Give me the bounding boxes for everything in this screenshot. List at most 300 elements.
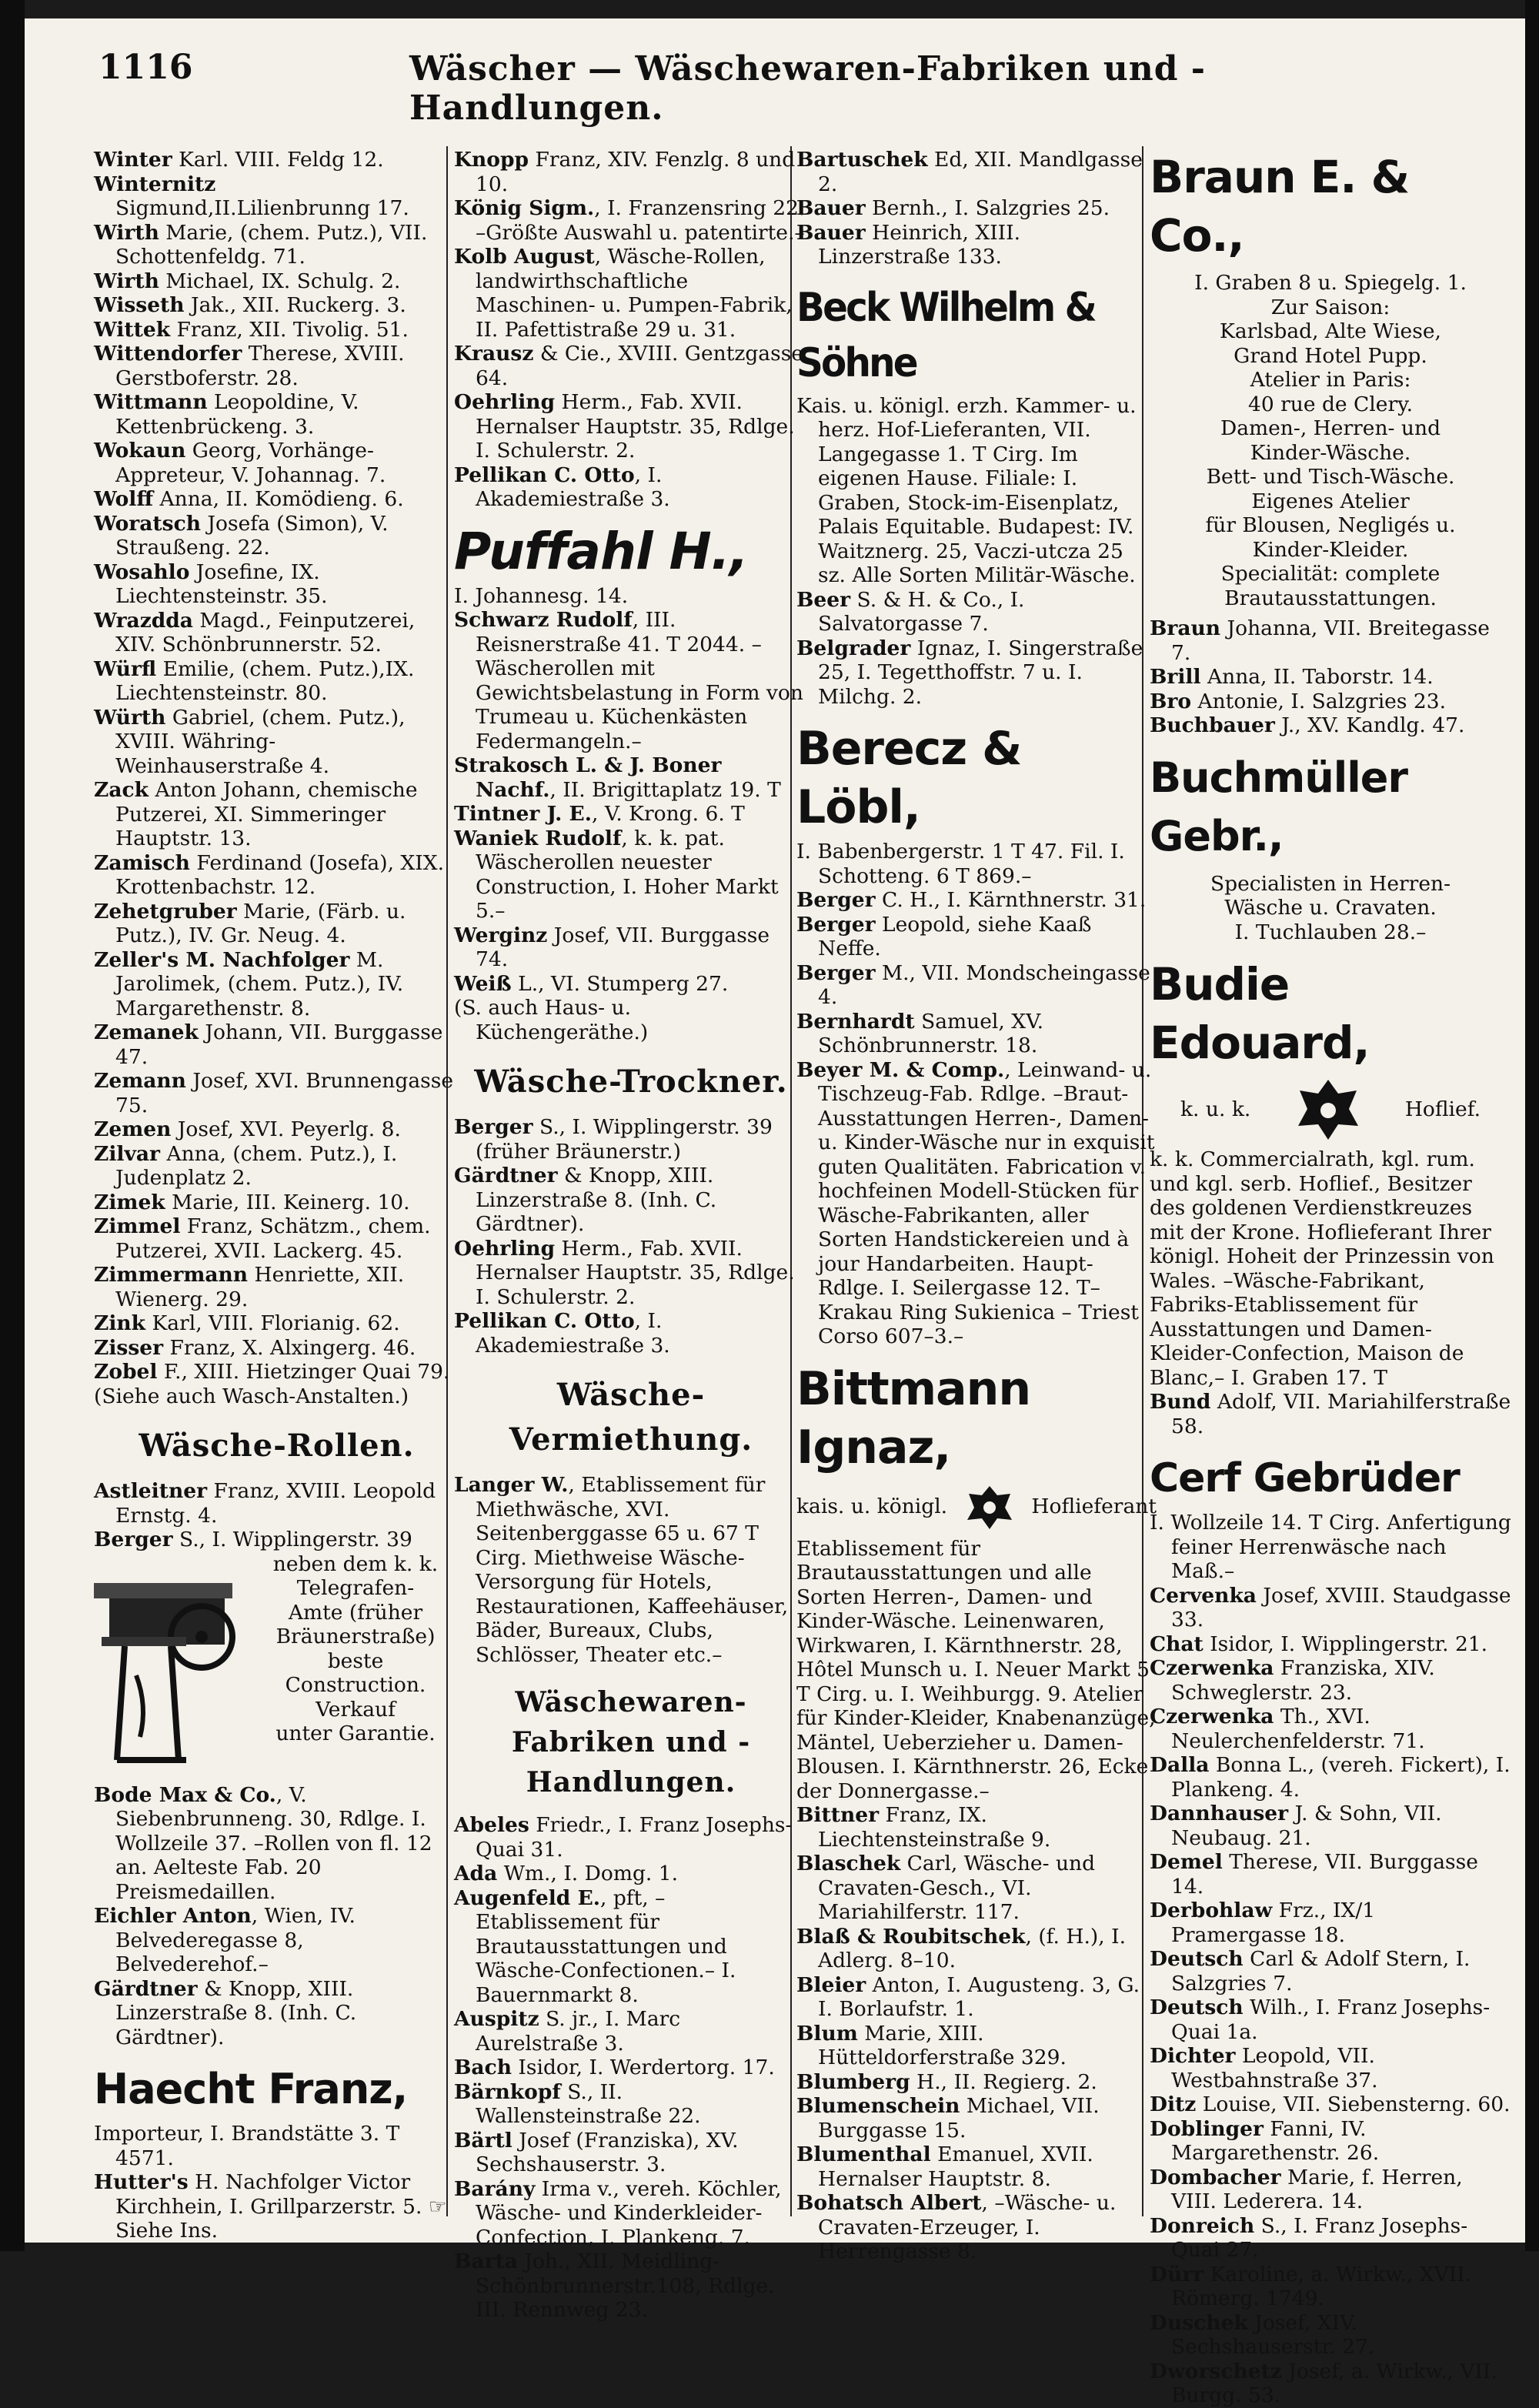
entry-details: Ed, XII. Mandlgasse 2. — [818, 148, 1143, 196]
column-1 — [94, 148, 459, 2243]
entry-details: Michael, IX. Schulg. 2. — [159, 269, 401, 293]
entry-name: Blumenthal — [796, 2142, 931, 2166]
directory-entry — [94, 1479, 459, 1528]
directory-entry — [796, 961, 1157, 1010]
ad-cerf-name: Cerf Gebrüder — [1150, 1455, 1460, 1501]
ad-budie-crest-row — [1180, 1075, 1481, 1144]
directory-entry — [94, 948, 459, 1021]
entry-name: Zink — [94, 1311, 146, 1335]
column-2 — [454, 148, 808, 2322]
entry-list — [94, 148, 459, 1408]
entry-name: Czerwenka — [1150, 1705, 1274, 1728]
entry-details: Karoline, a. Wirkw., XVII. Römerg. 1749. — [1171, 2262, 1472, 2310]
directory-entry — [796, 221, 1157, 269]
entry-name: Zimek — [94, 1190, 165, 1214]
entry-details: Josefa (Simon), V. Straußeng. 22. — [115, 511, 389, 559]
directory-entry — [1150, 2166, 1511, 2214]
page-number: 1116 — [98, 48, 193, 87]
ad-budie-title-right: Hoflief. — [1404, 1097, 1481, 1122]
directory-entry — [454, 2056, 808, 2080]
entry-details: Anna, II. Komödieng. 6. — [153, 487, 404, 511]
entry-name: Derbohlaw — [1150, 1899, 1273, 1922]
entry-list — [796, 588, 1157, 710]
entry-details: Herm., Fab. XVII. Hernalser Hauptstr. 35, Rdlge. I. Schulerstr. 2. — [476, 390, 795, 463]
ad-line: Kinder-Wäsche. — [1250, 440, 1411, 465]
ad-beck-name: Beck Wilhelm & Söhne — [796, 284, 1095, 386]
ad-line: Specialität: complete — [1220, 562, 1441, 586]
directory-entry — [454, 2177, 808, 2250]
directory-entry — [94, 439, 459, 487]
entry-details: , V. Krong. 6. T — [591, 802, 745, 826]
directory-entry — [1150, 1584, 1511, 1632]
directory-entry — [454, 1813, 808, 1862]
entry-name: Wosahlo — [94, 559, 190, 584]
directory-entry — [454, 584, 808, 609]
entry-details: Carl & Adolf Stern, I. Salzgries 7. — [1171, 1947, 1471, 1996]
entry-name: Strakosch L. & J. Boner Nachf. — [454, 753, 722, 802]
directory-entry — [454, 148, 808, 196]
entry-details: Bonna L., (vereh. Fickert), I. Plankeng. 4. — [1171, 1753, 1511, 1802]
entry-details: Henriette, XII. Wienerg. 29. — [115, 1263, 405, 1311]
ad-line: Karlsbad, Alte Wiese, — [1220, 319, 1441, 343]
entry-name: Wisseth — [94, 293, 185, 317]
directory-entry — [94, 390, 459, 439]
entry-name: Dannhauser — [1150, 1802, 1289, 1825]
ad-line: Eigenes Atelier — [1251, 489, 1410, 513]
entry-details: Leopoldine, V. Kettenbrückeng. 3. — [115, 390, 359, 439]
directory-entry — [454, 753, 808, 802]
entry-name: Dombacher — [1150, 2165, 1281, 2189]
entry-details: M. Jarolimek, (chem. Putz.), IV. Margarethenstr. 8. — [115, 947, 404, 1020]
entry-details: (Siehe auch Wasch-Anstalten.) — [94, 1384, 409, 1408]
directory-entry — [796, 588, 1157, 636]
ad-puffahl-name: Puffahl H., — [454, 521, 748, 581]
directory-entry — [1150, 1632, 1511, 1657]
directory-entry — [94, 778, 459, 851]
directory-entry — [94, 487, 459, 512]
entry-name: Abeles — [454, 1813, 529, 1837]
entry-name: Bleier — [796, 1972, 866, 1997]
ad-berecz-name: Berecz & Löbl, — [796, 722, 1022, 834]
entry-details: , I. Akademiestraße 3. — [476, 1309, 670, 1358]
directory-entry — [94, 2170, 459, 2243]
directory-entry — [94, 172, 459, 221]
directory-entry — [1150, 1511, 1511, 1584]
scan-border-right — [1525, 0, 1539, 2251]
entry-details: , (f. H.), I. Adlerg. 8–10. — [818, 1924, 1127, 1972]
entry-details: & Cie., XVIII. Gentzgasse 64. — [476, 342, 803, 390]
ad-budie-text: k. k. Commercialrath, kgl. rum. und kgl. serb. Hoflief., Besitzer des goldenen Verdienstkreuzes mit der Krone. Hoflieferant Ihrer königl. Hoheit der Prinzessin von Wales. –Wäsche-Fabrikant, Fabriks-Etablissement für Ausstattungen und Damen-Kleider-Confection, Maison de Blanc,– I. Graben 17. T — [1150, 1147, 1494, 1390]
entry-details: Heinrich, XIII. Linzerstraße 133. — [818, 220, 1021, 269]
entry-name: Czerwenka — [1150, 1656, 1274, 1680]
entry-details: Frz., IX/1 Pramergasse 18. — [1171, 1899, 1376, 1947]
entry-name: Barta — [454, 2249, 518, 2273]
directory-entry — [94, 1117, 459, 1142]
ad-bittmann-title-right: Hoflieferant — [1031, 1494, 1157, 1518]
entry-details: Karl, VIII. Florianig. 62. — [145, 1311, 400, 1335]
page-title: Wäscher — Wäschewaren-Fabriken und -Handlungen. — [409, 49, 1207, 128]
directory-entry — [94, 221, 459, 269]
ad-haecht-name: Haecht Franz, — [94, 2065, 408, 2113]
directory-entry — [454, 1115, 808, 1164]
directory-entry — [1150, 665, 1511, 690]
entry-list — [1150, 1390, 1511, 1438]
entry-details: Friedr., I. Franz Josephs-Quai 31. — [476, 1813, 793, 1862]
entry-name: Krausz — [454, 342, 534, 366]
ad-line: 40 rue de Clery. — [1247, 392, 1414, 416]
entry-name: Berger — [94, 1528, 173, 1551]
entry-details: I. Johannesg. 14. — [454, 583, 629, 608]
entry-name: Blum — [796, 2021, 858, 2046]
entry-name: Buchbauer — [1150, 713, 1275, 737]
entry-details: Josef, VII. Burggasse 74. — [476, 923, 770, 971]
entry-details: Herm., Fab. XVII. Hernalser Hauptstr. 35, Rdlge. I. Schulerstr. 2. — [476, 1236, 795, 1309]
entry-name: Beyer M. & Comp. — [796, 1057, 1005, 1082]
column-4 — [1150, 148, 1511, 2407]
entry-list — [454, 148, 808, 512]
entry-details: Therese, VII. Burggasse 14. — [1171, 1850, 1478, 1899]
entry-name: Bach — [454, 2056, 512, 2079]
entry-name: König Sigm. — [454, 196, 595, 220]
entry-list — [796, 1803, 1157, 2264]
entry-name: Woratsch — [94, 511, 201, 536]
ad-line: I. Tuchlauben 28.– — [1234, 920, 1427, 944]
entry-details: , –Wäsche- u. Cravaten-Erzeuger, I. Herrengasse 8. — [818, 2191, 1117, 2263]
directory-entry — [1150, 2214, 1511, 2263]
entry-details: Josef, XIV. Sechshauserstr. 27. — [1171, 2310, 1375, 2359]
entry-name: Würth — [94, 705, 166, 730]
entry-name: Beer — [796, 587, 851, 612]
directory-entry — [454, 463, 808, 512]
entry-name: Bohatsch Albert — [796, 2191, 982, 2215]
entry-details: Marie, III. Keinerg. 10. — [165, 1190, 410, 1214]
ad-line: Zur Saison: — [1270, 295, 1390, 319]
entry-details: Georg, Vorhänge-Appreteur, V. Johannag. 7. — [115, 439, 386, 487]
entry-details: Sigmund,II.Lilienbrunng 17. — [115, 196, 409, 220]
directory-entry — [94, 560, 459, 609]
mangle-machine-illustration — [94, 1552, 255, 1775]
directory-entry — [94, 900, 459, 948]
directory-entry — [94, 657, 459, 706]
entry-details: Jak., XII. Ruckerg. 3. — [184, 293, 406, 317]
entry-name: Wokaun — [94, 439, 186, 463]
entry-details: Anna, II. Taborstr. 14. — [1200, 665, 1434, 689]
entry-details: (S. auch Haus- u. Küchengeräthe.) — [454, 996, 649, 1044]
entry-list — [94, 2122, 459, 2243]
ad-line: Specialisten in Herren- — [1210, 871, 1451, 896]
entry-name: Deutsch — [1150, 1996, 1244, 2019]
entry-details: Th., XVI. Neulerchenfelderstr. 71. — [1171, 1705, 1425, 1753]
entry-details: , Wäsche-Rollen, landwirthschaftliche Maschinen- u. Pumpen-Fabrik, II. Pafettistraße 29 u. 31. — [476, 245, 793, 342]
entry-details: Emilie, (chem. Putz.),IX. Liechtensteinstr. 80. — [115, 656, 415, 705]
ad-line: Wäsche u. Cravaten. — [1224, 896, 1437, 920]
directory-entry — [94, 1214, 459, 1263]
directory-entry — [454, 2080, 808, 2129]
ad-line: Kinder-Kleider. — [1252, 537, 1409, 562]
directory-entry — [454, 196, 808, 245]
ad-line: Bräunerstraße) — [275, 1625, 436, 1648]
entry-name: Würfl — [94, 656, 157, 681]
ad-bittmann-title-left: kais. u. königl. — [796, 1494, 948, 1518]
entry-details: Franz, XII. Tivolig. 51. — [170, 317, 409, 342]
entry-details: Ferdinand (Josefa), XIX. Krottenbachstr. 12. — [115, 850, 445, 899]
entry-details: , Wien, IV. Belvederegasse 8, Belvederehof.– — [115, 1904, 356, 1976]
directory-entry — [94, 1069, 459, 1117]
directory-entry — [454, 608, 808, 753]
directory-entry — [796, 636, 1157, 710]
entry-details: , III. Reisnerstraße 41. T 2044. –Wäscherollen mit Gewichtsbelastung in Form von Trumeau u. Küchenkästen Federmangeln.– — [476, 608, 803, 753]
directory-entry — [1150, 1656, 1511, 1705]
entry-details: Carl, Wäsche- und Cravaten-Gesch., VI. Mariahilferstr. 117. — [818, 1852, 1096, 1924]
entry-name: Bittner — [796, 1803, 880, 1827]
entry-details: Franz, Schätzm., chem. Putzerei, XVII. Lackerg. 45. — [115, 1214, 431, 1263]
entry-name: Pellikan C. Otto — [454, 1309, 635, 1333]
entry-details: , I. Akademiestraße 3. — [476, 463, 670, 511]
entry-details: Irma v., vereh. Köchler, Wäsche- und Kinderkleider-Confection, I. Plankeng. 7. — [476, 2176, 782, 2249]
entry-details: , Etablissement für Miethwäsche, XVI. Seitenberggasse 65 u. 67 T Cirg. Miethweise Wäsche-Versorgung für Hotels, Restaurationen, Kaffeehäuser, Bäder, Bureaux, Clubs, Schlösser, Theater etc.– — [476, 1473, 789, 1667]
entry-details: Anton Johann, chemische Putzerei, XI. Simmeringer Hauptstr. 13. — [115, 778, 418, 850]
entry-name: Wirth — [94, 269, 159, 293]
entry-name: Berger — [796, 960, 876, 985]
directory-entry — [94, 512, 459, 560]
entry-name: Zemann — [94, 1069, 186, 1093]
ad-budie-name: Budie Edouard, — [1150, 958, 1370, 1069]
directory-entry — [94, 1384, 459, 1409]
directory-entry — [796, 1973, 1157, 2022]
entry-details: Wilh., I. Franz Josephs-Quai 1a. — [1171, 1996, 1491, 2044]
entry-details: Magd., Feinputzerei, XIV. Schönbrunnerstr. 52. — [115, 608, 416, 656]
directory-entry — [454, 2007, 808, 2056]
entry-name: Waniek Rudolf — [454, 826, 622, 850]
entry-name: Augenfeld E. — [454, 1885, 600, 1910]
directory-entry — [454, 390, 808, 463]
directory-entry — [1150, 713, 1511, 738]
entry-name: Bärtl — [454, 2128, 512, 2153]
entry-name: Blumenschein — [796, 2094, 960, 2118]
entry-name: Tintner J. E. — [454, 802, 592, 826]
section-heading-waeschewaren: Wäschewaren-Fabriken und -Handlungen. — [511, 1686, 751, 1798]
directory-entry — [94, 1311, 459, 1336]
entry-name: Bode Max & Co. — [94, 1782, 276, 1807]
entry-details: Joh., XII. Meidling-Schönbrunnerstr.108, Rdlge. III. Rennweg 23. — [476, 2249, 775, 2322]
section-heading-waesche-rollen: Wäsche-Rollen. — [139, 1428, 415, 1464]
directory-entry — [454, 1237, 808, 1310]
entry-list — [454, 1473, 808, 1667]
directory-entry — [454, 1862, 808, 1886]
directory-entry — [94, 706, 459, 779]
directory-entry — [796, 1925, 1157, 1973]
entry-details: Josef, XVIII. Staudgasse 33. — [1171, 1583, 1511, 1631]
ad-buchmueller-text — [1150, 872, 1511, 945]
entry-name: Wittek — [94, 317, 171, 342]
ad-line: Amte (früher — [288, 1600, 423, 1625]
entry-details: , II. Brigittaplatz 19. T — [549, 777, 781, 802]
directory-entry — [94, 269, 459, 294]
entry-list — [454, 584, 808, 1045]
directory-entry — [1150, 2117, 1511, 2166]
entry-details: & Knopp, XIII. Linzerstraße 8. (Inh. C. Gärdtner). — [115, 1976, 357, 2049]
ad-line: I. Graben 8 u. Spiegelg. 1. — [1194, 271, 1467, 295]
entry-name: Zilvar — [94, 1141, 161, 1166]
directory-entry — [796, 2142, 1157, 2191]
entry-list — [454, 1115, 808, 1358]
entry-name: Deutsch — [1150, 1947, 1244, 1971]
entry-name: Zemen — [94, 1117, 172, 1141]
directory-entry — [454, 2129, 808, 2177]
entry-details: Louise, VII. Siebensterng. 60. — [1196, 2092, 1511, 2116]
entry-name: Bund — [1150, 1390, 1211, 1414]
directory-entry — [1150, 1753, 1511, 1802]
entry-details: Ignaz, I. Singerstraße 25, I. Tegetthoffstr. 7 u. I. Milchg. 2. — [818, 636, 1143, 709]
entry-details: I. Babenbergerstr. 1 T 47. Fil. I. Schotteng. 6 T 869.– — [796, 840, 1125, 888]
ad-braun-name: Braun E. & Co., — [1150, 151, 1410, 262]
directory-entry — [1150, 2311, 1511, 2360]
entry-name: Ada — [454, 1862, 498, 1885]
directory-entry — [454, 802, 808, 827]
entry-name: Ditz — [1150, 2092, 1197, 2116]
entry-details: & Knopp, XIII. Linzerstraße 8. (Inh. C. Gärdtner). — [476, 1164, 717, 1236]
entry-details: Leopold, siehe Kaaß Neffe. — [818, 912, 1092, 960]
ad-line: beste — [327, 1648, 384, 1673]
entry-details: Johann, VII. Burggasse 47. — [115, 1020, 443, 1069]
directory-entry — [1150, 1850, 1511, 1899]
ad-line: Construction. — [285, 1673, 426, 1697]
directory-entry — [94, 293, 459, 318]
entry-name: Brill — [1150, 665, 1201, 689]
ad-line: Brautausstattungen. — [1224, 586, 1437, 610]
entry-list — [1150, 616, 1511, 738]
entry-details: M., VII. Mondscheingasse 4. — [818, 960, 1150, 1009]
directory-entry — [1150, 2044, 1511, 2092]
entry-details: , Leinwand- u. Tischzeug-Fab. Rdlge. –Braut-Ausstattungen Herren-, Damen- u. Kinder-Wäsche nur in exquisit guten Qualitäten. Fabrication v. hochfeinen Modell-Stücken für Wäsche-Fabrikanten, aller Sorten Handstickereien und à jour Handarbeiten. Haupt-Rdlge. I. Seilergasse 12. T–Krakau Ring Sukienica – Triest Corso 607–3.– — [818, 1057, 1155, 1348]
directory-entry — [94, 1977, 459, 2050]
ad-line: Atelier in Paris: — [1250, 368, 1411, 392]
ad-line: unter Garantie. — [275, 1722, 436, 1745]
section-heading-waesche-vermiethung: Wäsche-Vermiethung. — [509, 1377, 753, 1458]
entry-details: Josef, XVI. Peyerlg. 8. — [171, 1117, 401, 1141]
entry-details: Franziska, XIV. Schweglerstr. 23. — [1171, 1656, 1435, 1705]
entry-name: Zobel — [94, 1360, 158, 1384]
directory-entry — [454, 923, 808, 972]
directory-entry — [454, 2249, 808, 2323]
directory-entry — [796, 1803, 1157, 1852]
section-heading-waesche-trockner: Wäsche-Trockner. — [474, 1064, 788, 1100]
ad-line: für Blousen, Negligés u. — [1205, 513, 1456, 537]
directory-entry — [454, 1886, 808, 2008]
ad-berger-text — [255, 1552, 456, 1746]
entry-name: Dichter — [1150, 2044, 1236, 2068]
ad-line: Damen-, Herren- und — [1220, 416, 1441, 440]
entry-name: Schwarz Rudolf — [454, 608, 633, 632]
entry-details: Antonie, I. Salzgries 23. — [1191, 689, 1447, 713]
directory-entry — [796, 840, 1157, 888]
ad-beck-text — [796, 394, 1157, 588]
ad-line: Grand Hotel Pupp. — [1234, 343, 1427, 368]
entry-list — [1150, 1511, 1511, 2408]
directory-entry — [796, 2191, 1157, 2264]
entry-details: H., II. Regierg. 2. — [910, 2069, 1097, 2094]
column-3 — [796, 148, 1157, 2263]
directory-entry — [94, 1191, 459, 1215]
entry-details: Josefine, IX. Liechtensteinstr. 35. — [115, 559, 328, 608]
entry-name: Winternitz — [94, 172, 216, 196]
entry-details: Josef (Franziska), XV. Sechshauserstr. 3. — [476, 2128, 739, 2176]
scan-border-left — [0, 0, 25, 2251]
entry-details: , pft, –Etablissement für Brautausstattungen und Wäsche-Confectionen.– I. Bauernmarkt 8. — [476, 1885, 736, 2007]
entry-details: Anna, (chem. Putz.), I. Judenplatz 2. — [115, 1141, 398, 1190]
entry-details: , I. Franzensring 22. –Größte Auswahl u. patentirte.– — [476, 196, 806, 245]
entry-details: Gabriel, (chem. Putz.), XVIII. Währing-Weinhauserstraße 4. — [115, 705, 406, 778]
entry-name: Belgrader — [796, 636, 911, 660]
entry-name: Berger — [796, 912, 876, 937]
directory-entry — [94, 1783, 459, 1905]
entry-list — [796, 148, 1157, 269]
directory-entry — [1150, 2263, 1511, 2311]
directory-entry — [94, 1904, 459, 1977]
entry-name: Gärdtner — [454, 1164, 558, 1187]
entry-details: Marie, f. Herren, VIII. Lederera. 14. — [1171, 2165, 1463, 2213]
directory-entry — [94, 1142, 459, 1191]
entry-name: Wirth — [94, 220, 159, 245]
entry-details: Emanuel, XVII. Hernalser Hauptstr. 8. — [818, 2142, 1093, 2191]
entry-name: Dworschetz — [1150, 2359, 1282, 2383]
entry-details: Josef, XVI. Brunnengasse 75. — [115, 1069, 454, 1117]
ad-line: Bett- und Tisch-Wäsche. — [1206, 465, 1455, 489]
directory-entry — [94, 1360, 459, 1384]
entry-details: Samuel, XV. Schönbrunnerstr. 18. — [818, 1009, 1044, 1057]
entry-details: L., VI. Stumperg 27. — [511, 971, 729, 996]
entry-details: Franz, XVIII. Leopold Ernstg. 4. — [115, 1479, 436, 1528]
entry-details: S., II. Wallensteinstraße 22. — [476, 2079, 701, 2128]
entry-details: C. H., I. Kärnthnerstr. 31. — [875, 888, 1147, 912]
entry-name: Oehrling — [454, 390, 556, 414]
directory-entry — [94, 2122, 459, 2170]
entry-name: Bauer — [796, 196, 866, 220]
ad-bittmann-name: Bittmann Ignaz, — [796, 1361, 1031, 1475]
entry-list — [94, 1479, 459, 1552]
ad-budie-title-left: k. u. k. — [1180, 1097, 1251, 1122]
entry-details: Josef, a. Wirkw., VII. Burgg. 53. — [1171, 2359, 1497, 2407]
entry-details: Isidor, I. Werdertorg. 17. — [511, 2056, 775, 2079]
entry-details: S., I. Franz Josephs-Quai 27. — [1171, 2213, 1468, 2262]
entry-name: Berger — [796, 888, 876, 912]
directory-entry — [94, 1263, 459, 1311]
entry-details: S., I. Wipplingerstr. 39 (früher Bräunerstr.) — [476, 1115, 773, 1164]
entry-details: Karl. VIII. Feldg 12. — [172, 148, 384, 172]
entry-name: Knopp — [454, 148, 529, 172]
entry-name: Zemanek — [94, 1020, 199, 1044]
entry-details: S. jr., I. Marc Aurelstraße 3. — [476, 2007, 681, 2056]
directory-entry — [1150, 1802, 1511, 1850]
entry-name: Zimmermann — [94, 1263, 249, 1287]
directory-entry — [1150, 1996, 1511, 2044]
entry-name: Demel — [1150, 1850, 1223, 1874]
directory-entry — [454, 342, 808, 390]
entry-name: Winter — [94, 148, 172, 172]
directory-entry — [1150, 1947, 1511, 1996]
entry-name: Zehetgruber — [94, 899, 237, 923]
directory-entry — [796, 394, 1157, 588]
directory-entry — [454, 827, 808, 923]
entry-details: Bernh., I. Salzgries 25. — [865, 196, 1110, 220]
entry-name: Wolff — [94, 487, 154, 511]
entry-details: I. Wollzeile 14. T Cirg. Anfertigung feiner Herrenwäsche nach Maß.– — [1150, 1511, 1511, 1583]
ad-line: neben dem k. k. — [272, 1551, 439, 1576]
entry-details: Franz, XIV. Fenzlg. 8 und 10. — [476, 148, 796, 196]
directory-entry — [796, 196, 1157, 221]
directory-entry — [94, 342, 459, 390]
entry-name: Chat — [1150, 1631, 1203, 1656]
